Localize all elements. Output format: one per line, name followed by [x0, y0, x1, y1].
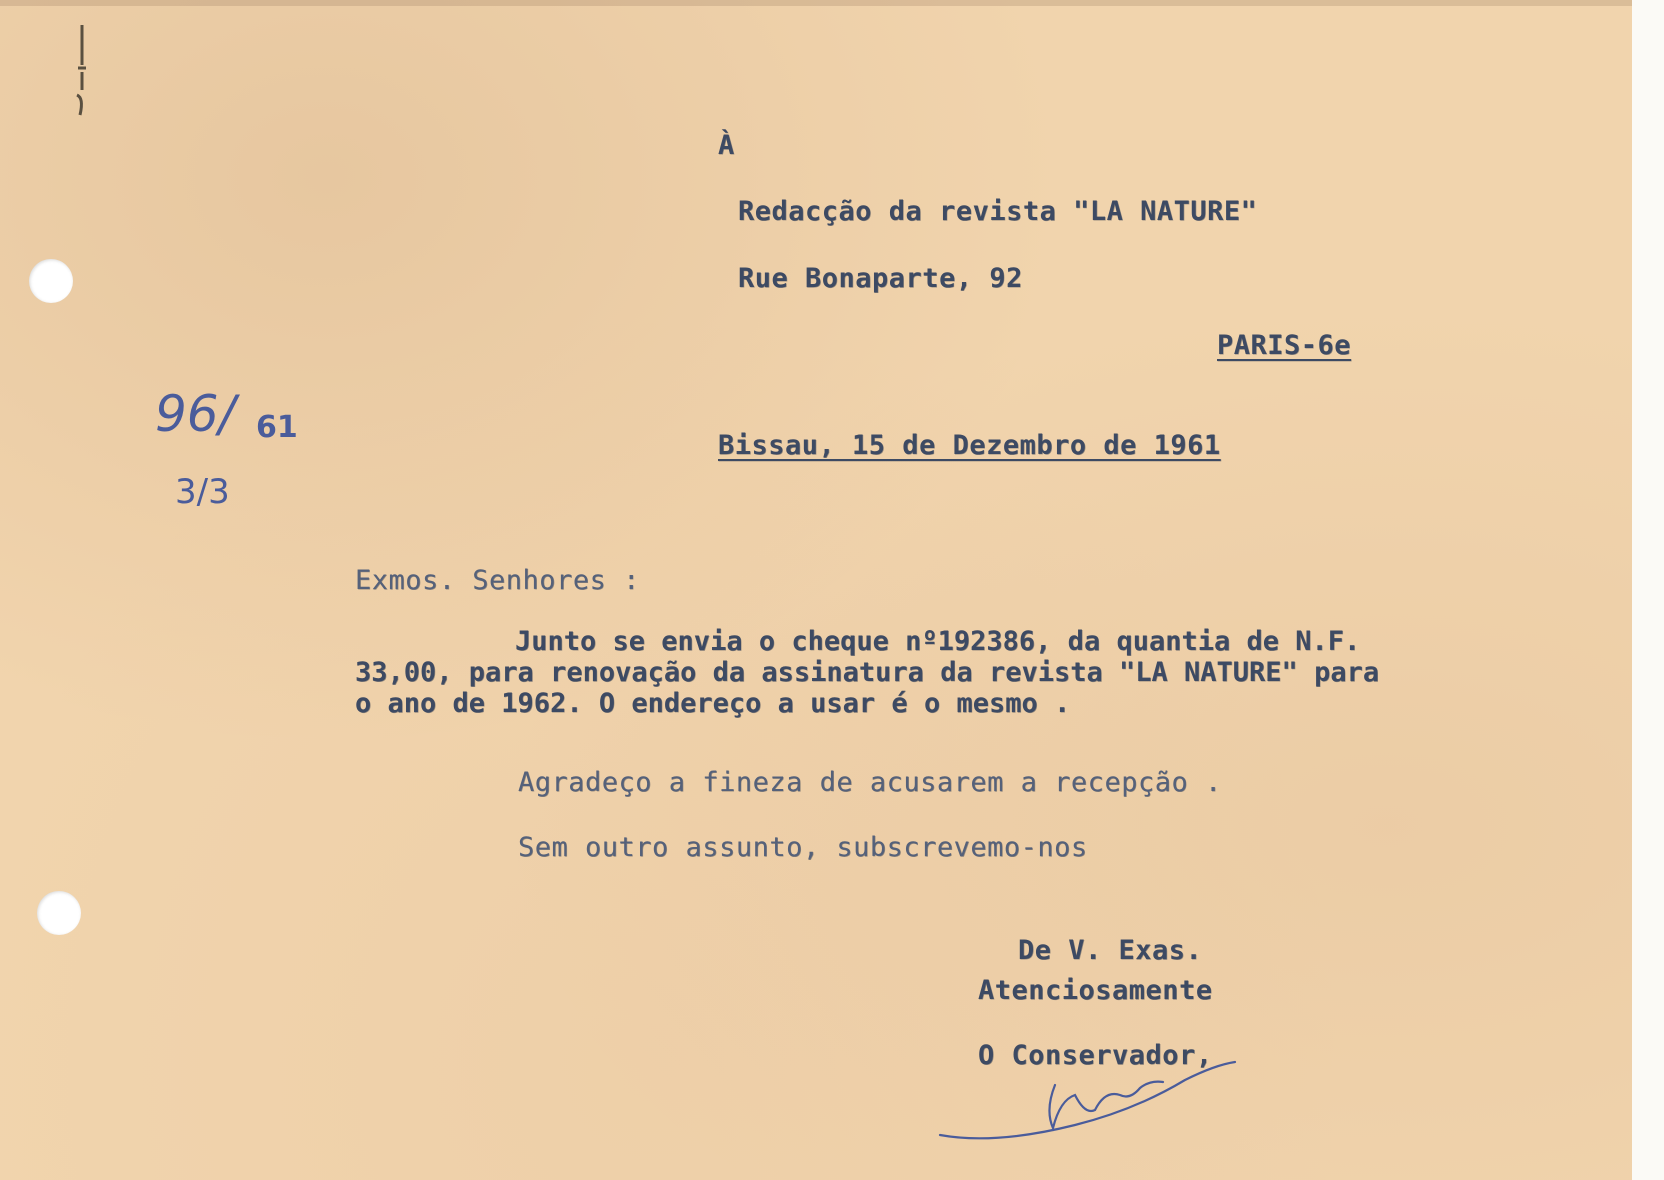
closing-line-3: O Conservador,	[978, 1040, 1213, 1071]
body-paragraph-thanks: Agradeço a fineza de acusarem a recepção .	[518, 767, 1222, 798]
paper-top-edge	[0, 0, 1632, 6]
punch-hole-top	[29, 259, 73, 303]
closing-line-1: De V. Exas.	[1018, 935, 1203, 966]
letter-body	[355, 626, 1625, 719]
reference-subnumber: 3/3	[175, 472, 230, 512]
reference-number: 96/	[155, 385, 236, 443]
address-prefix: À	[718, 130, 735, 161]
body-line: 33,00, para renovação da assinatura da revista "LA NATURE" para	[355, 657, 1380, 688]
body-line: o ano de 1962. O endereço a usar é o mesmo .	[355, 688, 1071, 719]
body-paragraph-closing: Sem outro assunto, subscrevemo-nos	[518, 832, 1088, 863]
scan-margin	[1632, 0, 1664, 1180]
recipient-city: PARIS-6e	[1217, 330, 1352, 361]
recipient-line-2: Rue Bonaparte, 92	[738, 263, 1023, 294]
handwritten-signature	[935, 1040, 1255, 1145]
recipient-line-1: Redacção da revista "LA NATURE"	[738, 196, 1258, 227]
greeting: Exmos. Senhores :	[355, 565, 640, 596]
binder-clip-mark	[72, 20, 92, 120]
date-line: Bissau, 15 de Dezembro de 1961	[718, 430, 1221, 461]
body-line: Junto se envia o cheque nº192386, da quantia de N.F.	[515, 626, 1361, 657]
reference-year: 61	[256, 410, 298, 445]
closing-line-2: Atenciosamente	[978, 975, 1213, 1006]
punch-hole-bottom	[37, 891, 81, 935]
